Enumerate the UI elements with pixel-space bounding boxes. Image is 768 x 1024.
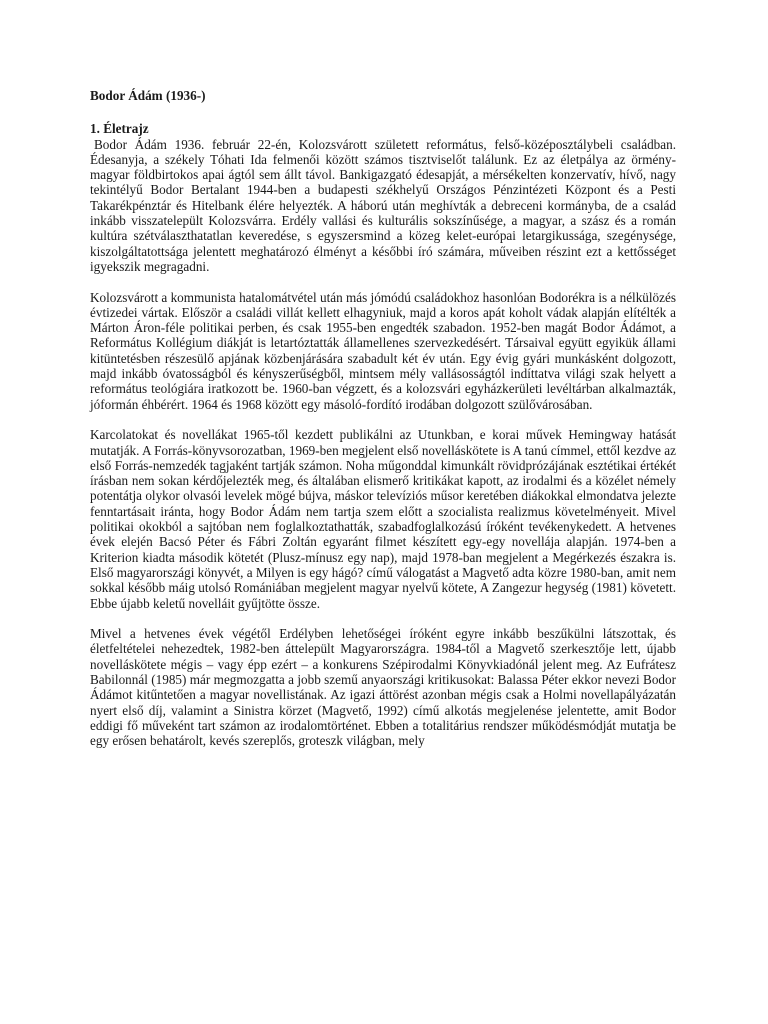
paragraph-4: Mivel a hetvenes évek végétől Erdélyben lehetőségei íróként egyre inkább beszűkülni látszottak, és életfeltételei nehezedtek, 1982-ben áttelepült Magyarországra. 1984-től a Magvető szerkesztője lett, újabb novelláskötete mégis – vagy épp ezért – a konkurens Szépirodalmi Könyvkiadónál jelent meg. Az Eufrátesz Babilonnál (1985) már megmozgatta a jobb szemű anyaországi kritikusokat: Balassa Péter ekkor nevezi Bodor Ádámot kitűntetően a magyar novellistának. Az igazi áttörést azonban mégis csak a Holmi novellapályázatán nyert első díj, valamint a Sinistra körzet (Magvető, 1992) című alkotás megjelenése jelentette, amit Bodor eddigi fő műveként tart számon az irodalomtörténet. Ebben a totalitárius rendszer működésmódját mutatja be egy erősen behatárolt, kevés szereplős, groteszk világban, mely	[90, 626, 676, 749]
section-heading: 1. Életrajz	[90, 121, 149, 137]
document-page	[90, 88, 676, 748]
paragraph-2: Kolozsvárott a kommunista hatalomátvétel után más jómódú családokhoz hasonlóan Bodorékra is a nélkülözés évtizedei vártak. Először a családi villát kellett elhagyniuk, majd a koros apát koholt vádak alapján elítélték a Márton Áron-féle politikai perben, és csak 1955-ben engedték szabadon. 1952-ben magát Bodor Ádámot, a Református Kollégium diákját is letartóztatták államellenes szervezkedésért. Társaival együtt egyikük állami kitüntetésben részesülő apjának közbenjárására szabadult két év után. Egy évig gyári munkásként dolgozott, majd inkább óvatosságból és kényszerűségből, mintsem mély vallásosságtól indíttatva világi szak helyett a református teológiára iratkozott be. 1960-ban végzett, és a kolozsvári egyházkerületi levéltárban alkalmazták, jóformán éhbérért. 1964 és 1968 között egy másoló-fordító irodában dolgozott szülővárosában.	[90, 289, 676, 412]
paragraph-1: Bodor Ádám 1936. február 22-én, Kolozsvárott született református, felső-középosztálybeli családban. Édesanyja, a székely Tóhati Ida felmenői között számos tisztviselőt találunk. Ez az életpálya az örmény-magyar földbirtokos apai ágtól sem állt távol. Bankigazgató édesapját, a mérsékelten konzervatív, hívő, nagy tekintélyű Bodor Bertalant 1944-ben a budapesti székhelyű Országos Pénzintézeti Központ és a Pesti Takarékpénztár és Hitelbank élére helyezték. A háború után meghívták a debreceni kormányba, de a család inkább visszatelepült Kolozsvárra. Erdély vallási és kulturális sokszínűsége, a magyar, a szász és a román kultúra szétválaszthatatlan keveredése, s egyszersmind a közeg kelet-európai letargikussága, szegénysége, kiszolgáltatottsága jelentett meghatározó élményt a későbbi író számára, műveiben részint ezt a kettősséget igyekszik megragadni.	[90, 136, 676, 274]
document-title: Bodor Ádám (1936-)	[90, 88, 206, 103]
paragraph-3: Karcolatokat és novellákat 1965-től kezdett publikálni az Utunkban, e korai művek Hemingway hatását mutatják. A Forrás-könyvsorozatban, 1969-ben megjelent első novelláskötete is A tanú címmel, ettől kezdve az első Forrás-nemzedék tagjaként tartják számon. Noha műgonddal kimunkált rövidprózájának esztétikai értékét írásban nem sokan kérdőjelezték meg, és általában elismerő kritikákat kapott, az irodalmi és a közélet némely potentátja olykor olvasói levelek mögé bújva, máskor televíziós műsor keretében diákokkal elmondatva jelezte fenntartásait iránta, hogy Bodor Ádám nem tartja szem előtt a szocialista realizmus követelményeit. Mivel politikai okokból a sajtóban nem foglalkoztathatták, szabadfoglalkozású íróként tevékenykedett. A hetvenes évek elején Bacsó Péter és Fábri Zoltán egyaránt filmet készített egy-egy novellája alapján. 1974-ben a Kriterion kiadta második kötetét (Plusz-mínusz egy nap), majd 1978-ban megjelent a Megérkezés északra is. Első magyarországi könyvét, a Milyen is egy hágó? című válogatást a Magvető adta közre 1980-ban, amit nem sokkal később máig utolsó Romániában megjelent magyar nyelvű kötete, A Zangezur hegység (1981) követett. Ebbe újabb keletű novelláit gyűjtötte össze.	[90, 427, 676, 611]
